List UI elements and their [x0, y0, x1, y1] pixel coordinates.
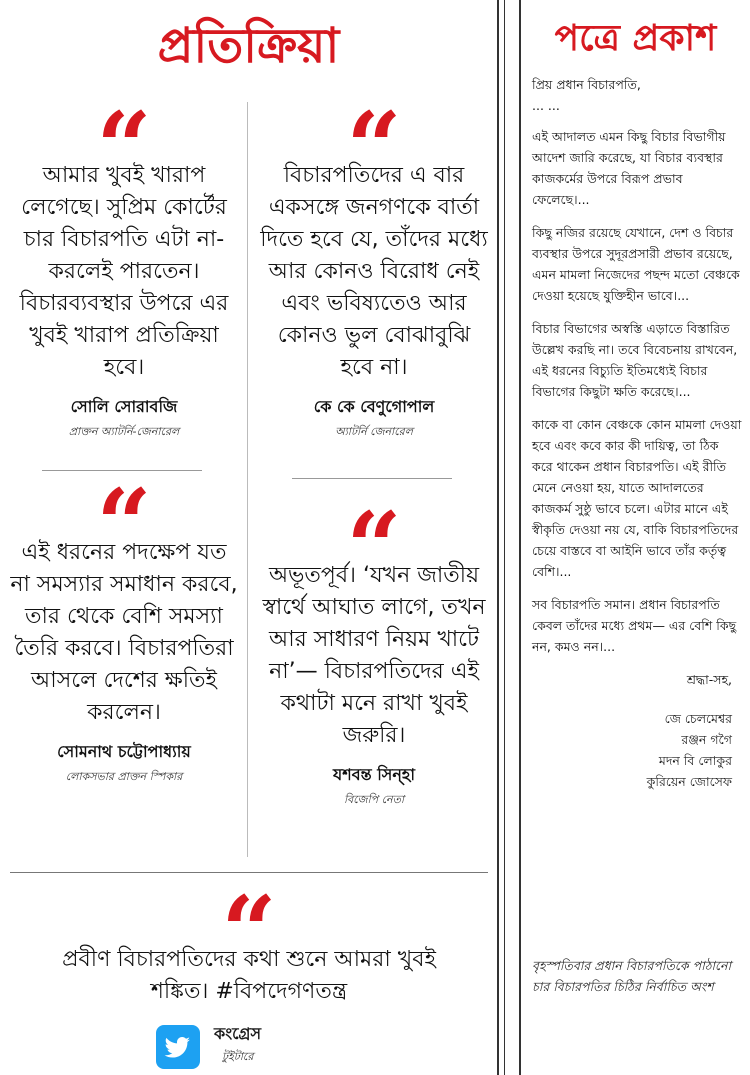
quote-text: এই ধরনের পদক্ষেপ যত না সমস্যার সমাধান করবে, তার থেকে বেশি সমস্যা তৈরি করবে। বিচারপতিরা আসলে দেশের ক্ষতিই করলেন।: [10, 540, 238, 725]
quote-mark-icon: [10, 884, 488, 936]
quote-text: অভূতপূর্ব। ‘যখন জাতীয় স্বার্থে আঘাত লাগে, তখন আর সাধারণ নিয়ম খাটে না’— বিচারপতিদের এই কথাটা মনে রাখা খুবই জরুরি।: [262, 563, 486, 748]
letter-salutation: প্রিয় প্রধান বিচারপতি,: [532, 77, 641, 92]
letter-paragraph: বিচার বিভাগের অস্বস্তি এড়াতে বিস্তারিত উল্লেখ করছি না। তবে বিবেচনায় রাখবেন, এই ধরনের বিচ্যুতি ইতিমধ্যেই বিচার বিভাগের কিছুটা ক্ষতি করেছে।...: [532, 321, 738, 399]
quote-text: প্রবীণ বিচারপতিদের কথা শুনে আমরা খুবই শঙ্কিত। #বিপদেগণতন্ত্র: [62, 947, 436, 1004]
congress-author-role: টুইটারে: [222, 1050, 254, 1063]
quote-venugopal: [258, 100, 490, 442]
signatory: রঞ্জন গগৈ: [681, 732, 732, 747]
quote-separator-left: [42, 470, 202, 471]
quote-congress: [10, 884, 488, 1008]
letter-signatories: [532, 708, 742, 792]
quote-author-role: প্রাক্তন অ্যাটর্নি-জেনারেল: [68, 425, 180, 438]
quote-mark-icon: [258, 100, 490, 152]
letter-closing: শ্রদ্ধা-সহ,: [686, 672, 732, 687]
quote-text: আমার খুবই খারাপ লেগেছে। সুপ্রিম কোর্টের চার বিচারপতি এটা না-করলেই পারতেন। বিচারব্যবস্থার উপরে এর খুবই খারাপ প্রতিক্রিয়া হবে।: [19, 163, 229, 380]
quote-author: সোলি সোরাবজি: [70, 397, 178, 416]
quote-mark-icon: [10, 477, 238, 529]
signatory: কুরিয়েন জোসেফ: [646, 774, 732, 789]
quote-text: বিচারপতিদের এ বার একসঙ্গে জনগণকে বার্তা দিতে হবে যে, তাঁদের মধ্যে আর কোনও বিরোধ নেই এবং ভবিষ্যতেও আর কোনও ভুল বোঝাবুঝি হবে না।: [260, 163, 488, 380]
quotes-center-divider: [247, 102, 248, 857]
quote-author: যশবন্ত সিন্‌হা: [333, 765, 415, 784]
quote-somnath: [10, 477, 238, 787]
congress-author: কংগ্রেস: [214, 1024, 262, 1043]
letter-ellipsis: ... ...: [532, 98, 560, 113]
reactions-title: প্রতিক্রিয়া: [157, 18, 340, 74]
quote-author: সোমনাথ চট্টোপাধ্যায়: [57, 742, 191, 761]
bottom-quote-separator: [10, 872, 488, 873]
quote-separator-right: [292, 478, 452, 479]
signatory: জে চেলমেশ্বর: [664, 711, 732, 726]
letter-box-left-border: [519, 0, 521, 1075]
letter-paragraph: সব বিচারপতি সমান। প্রধান বিচারপতি কেবল তাঁদের মধ্যে প্রথম— এর বেশি কিছু নন, কমও নন।...: [532, 597, 737, 654]
letter-body: [532, 74, 742, 792]
quote-sorabjee: [10, 100, 238, 442]
signatory: মদন বি লোকুর: [658, 753, 732, 768]
quote-author: কে কে বেণুগোপাল: [313, 397, 435, 416]
quote-author-role: বিজেপি নেতা: [343, 793, 405, 806]
page-divider-left: [497, 0, 499, 1075]
quote-mark-icon: [10, 100, 238, 152]
letter-paragraph: কাকে বা কোন বেঞ্চকে কোন মামলা দেওয়া হবে এবং কবে কার কী দায়িত্ব, তা ঠিক করে থাকেন প্রধান বিচারপতি। এই রীতি মেনে নেওয়া হয়, যাতে আদালতের কাজকর্ম সুষ্ঠু ভাবে চলে। এটার মানে এই স্বীকৃতি দেওয়া নয় যে, বাকি বিচারপতিদের চেয়ে বাস্তবে বা আইনি ভাবে তাঁর কর্তৃত্ব বেশি।...: [532, 417, 742, 579]
page-divider-right: [504, 0, 505, 1075]
quote-author-role: লোকসভার প্রাক্তন স্পিকার: [65, 770, 183, 783]
quote-mark-icon: [258, 500, 490, 552]
letter-caption: বৃহস্পতিবার প্রধান বিচারপতিকে পাঠানো চার বিচারপতির চিঠির নির্বাচিত অংশ: [532, 958, 732, 994]
letter-paragraph: কিছু নজির রয়েছে যেখানে, দেশ ও বিচার ব্যবস্থার উপরে সুদূরপ্রসারী প্রভাব রয়েছে, এমন মামলা নিজেদের পছন্দ মতো বেঞ্চকে দেওয়া হয়েছে যুক্তিহীন ভাবে।...: [532, 225, 740, 303]
quote-yashwant: [258, 500, 490, 810]
quote-author-role: অ্যাটর্নি জেনারেল: [335, 425, 413, 438]
letter-paragraph: এই আদালত এমন কিছু বিচার বিভাগীয় আদেশ জারি করেছে, যা বিচার ব্যবস্থার কাজকর্মের উপরে বিরূপ প্রভাব ফেলেছে।...: [532, 129, 726, 207]
letter-title: পত্রে প্রকাশ: [554, 18, 717, 59]
twitter-bird-icon: [156, 1025, 200, 1069]
